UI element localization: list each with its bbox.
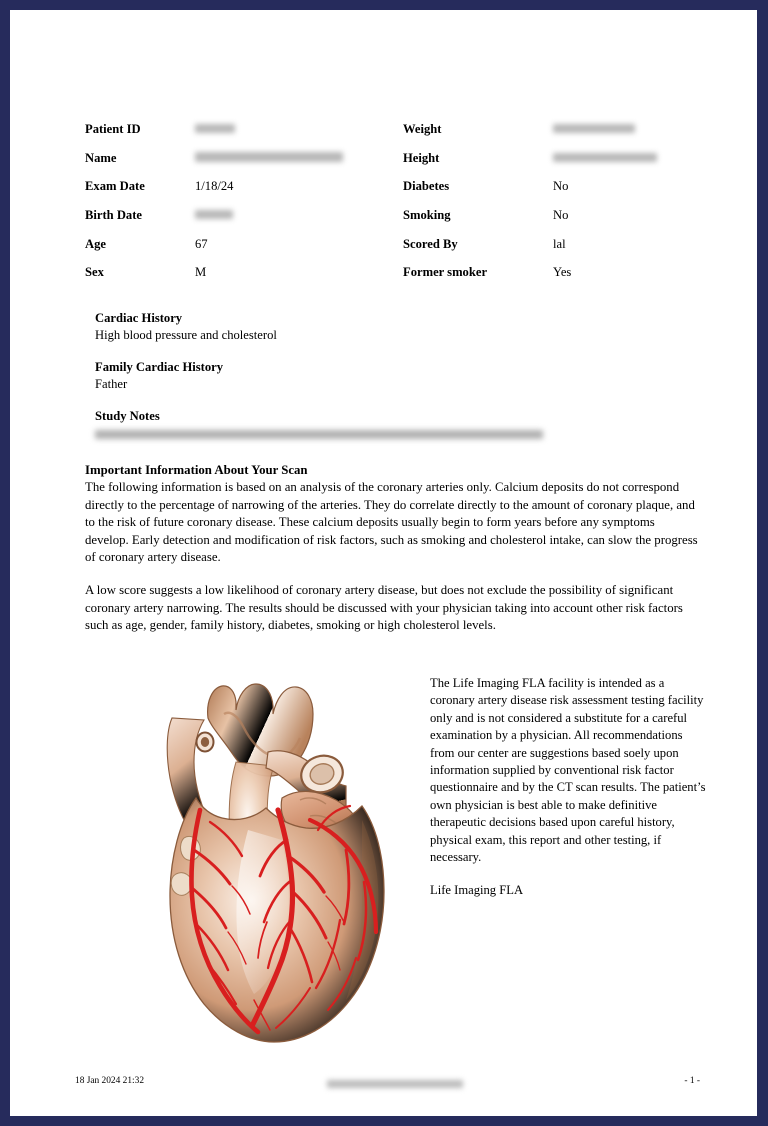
field-scored-by [403, 230, 723, 259]
vessel-lumen-left [201, 737, 209, 747]
field-label: Height [403, 150, 440, 165]
demographics-left-column [85, 115, 405, 287]
field-value: lal [553, 236, 566, 251]
redacted-study-notes-body [95, 430, 543, 439]
field-label: Scored By [403, 236, 458, 251]
field-sex [85, 258, 405, 287]
field-label: Birth Date [85, 208, 143, 223]
field-label: Diabetes [403, 179, 450, 194]
field-label: Smoking [403, 208, 451, 223]
redacted-value-height [553, 153, 657, 162]
fat-pad-2 [171, 873, 192, 896]
field-value: No [553, 208, 569, 223]
field-smoking [403, 201, 723, 230]
page-footer [75, 1073, 700, 1093]
field-age [85, 230, 405, 259]
field-label: Exam Date [85, 179, 145, 194]
redacted-value-weight [553, 124, 635, 133]
report-page [10, 10, 757, 1116]
study-notes-section [95, 408, 543, 439]
redacted-value-name [195, 152, 343, 162]
disclaimer-block [430, 675, 710, 900]
field-weight [403, 115, 723, 144]
field-label: Weight [403, 122, 442, 136]
important-information-paragraph-2: A low score suggests a low likelihood of coronary artery disease, but does not exclude the possibility of significant coronary artery narrowing. The results should be discussed with your physician taking into account other risk factors such as age, gender, family history, diabetes, smoking or high cholesterol levels. [85, 583, 683, 633]
field-label: Age [85, 236, 106, 251]
field-birth-date [85, 201, 405, 230]
footer-page-number: - 1 - [684, 1076, 700, 1086]
field-label: Former smoker [403, 265, 488, 280]
field-value: Yes [553, 265, 572, 280]
cardiac-history-section [95, 310, 277, 344]
field-label: Sex [85, 265, 104, 280]
field-height [403, 144, 723, 173]
important-information-title: Important Information About Your Scan [85, 463, 308, 477]
heart-illustration [150, 670, 415, 1050]
illustration-and-disclaimer-area [10, 665, 757, 1055]
study-notes-title: Study Notes [95, 409, 160, 423]
cardiac-history-body: High blood pressure and cholesterol [95, 328, 277, 342]
heart-svg [150, 670, 415, 1050]
field-name [85, 144, 405, 173]
disclaimer-signature: Life Imaging FLA [430, 883, 524, 898]
footer-timestamp: 18 Jan 2024 21:32 [75, 1076, 145, 1086]
field-former-smoker [403, 258, 723, 287]
field-label: Name [85, 150, 117, 165]
field-diabetes [403, 172, 723, 201]
redacted-footer-center [327, 1080, 463, 1088]
family-cardiac-history-body: Father [95, 377, 128, 391]
field-value: No [553, 179, 569, 194]
important-information-section [85, 462, 699, 635]
demographics-grid [75, 115, 725, 287]
field-patient-id [85, 115, 405, 144]
field-label: Patient ID [85, 122, 141, 136]
demographics-section [75, 115, 725, 287]
disclaimer-body: The Life Imaging FLA facility is intended as a coronary artery disease risk assessment testing facility only and is not considered a substitute for a careful examination by a physician. All recommendations from our center are suggestions based soely upon information supplied by conventional risk factor questionnaire and by the CT scan results. The patient’s own physician is best able to make definitive therapeutic decisions based upon careful history, physical exam, this report and other testing, if necessary. [430, 676, 706, 865]
cardiac-history-title: Cardiac History [95, 311, 183, 325]
field-value: 1/18/24 [195, 179, 234, 194]
field-value: 67 [195, 236, 208, 251]
family-cardiac-history-title: Family Cardiac History [95, 360, 224, 374]
redacted-value-patient-id [195, 124, 235, 133]
field-exam-date [85, 172, 405, 201]
demographics-right-column [403, 115, 723, 287]
family-cardiac-history-section [95, 359, 223, 393]
important-information-paragraph-1: The following information is based on an analysis of the coronary arteries only. Calcium deposits do not correspond directly to the percentage of narrowing of the arteries. They do correlate directly to the amount of coronary plaque, and to the risk of future coronary disease. These calcium deposits usually begin to form years before any symptoms develop. Early detection and modification of risk factors, such as smoking and cholesterol intake, can slow the progress of coronary artery disease. [85, 480, 698, 565]
redacted-value-birth-date [195, 210, 233, 219]
field-value: M [195, 265, 207, 280]
